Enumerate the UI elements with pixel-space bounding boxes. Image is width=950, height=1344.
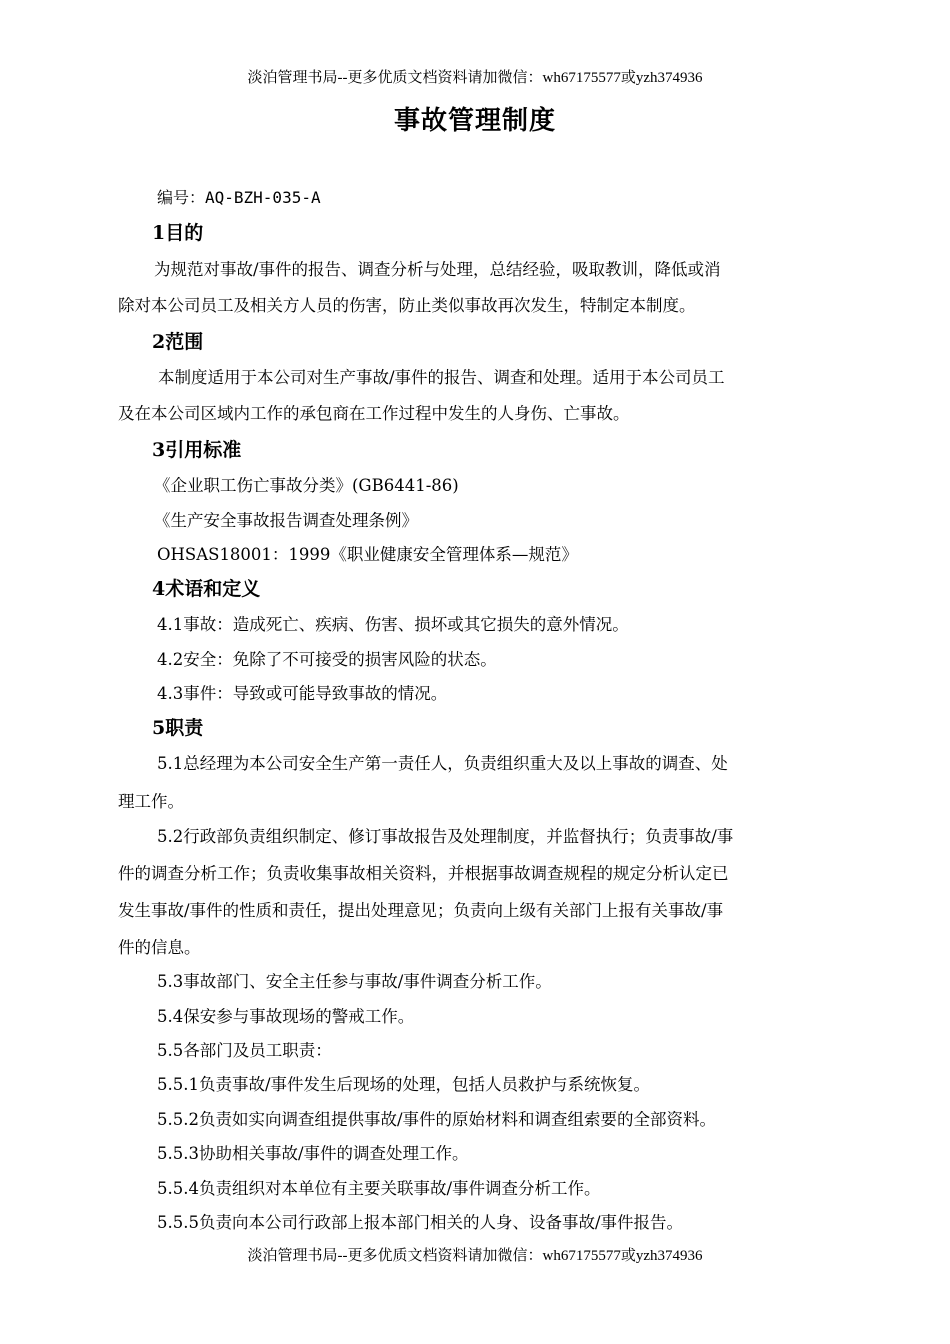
reference-standard-3: OHSAS18001：1999《职业健康安全管理体系—规范》	[157, 545, 578, 564]
duty-5-5-5: 5.5.5负责向本公司行政部上报本部门相关的人身、设备事故/事件报告。	[157, 1213, 684, 1232]
section-1-paragraph-line-2: 除对本公司员工及相关方人员的伤害，防止类似事故再次发生，特制定本制度。	[118, 296, 696, 315]
duty-5-4: 5.4保安参与事故现场的警戒工作。	[157, 1007, 415, 1026]
section-2-heading: 2范围	[152, 331, 204, 353]
section-5-heading: 5职责	[152, 717, 204, 739]
duty-5-5-2: 5.5.2负责如实向调查组提供事故/事件的原始材料和调查组索要的全部资料。	[157, 1110, 717, 1129]
duty-5-5-1: 5.5.1负责事故/事件发生后现场的处理，包括人员救护与系统恢复。	[157, 1075, 651, 1094]
section-1-paragraph-line-1: 为规范对事故/事件的报告、调查分析与处理，总结经验，吸取教训，降低或消	[154, 260, 721, 279]
document-title: 事故管理制度	[393, 106, 556, 136]
duty-5-1-line-2: 理工作。	[118, 792, 184, 811]
definition-incident: 4.3事件：导致或可能导致事故的情况。	[157, 684, 448, 703]
duty-5-5: 5.5各部门及员工职责：	[157, 1041, 332, 1060]
section-3-heading: 3引用标准	[152, 439, 242, 461]
duty-5-2-line-2: 件的调查分析工作；负责收集事故相关资料，并根据事故调查规程的规定分析认定已	[118, 864, 729, 883]
section-1-heading: 1目的	[152, 222, 204, 244]
section-2-paragraph-line-2: 及在本公司区域内工作的承包商在工作过程中发生的人身伤、亡事故。	[118, 404, 630, 423]
section-4-heading: 4术语和定义	[152, 578, 261, 600]
reference-standard-2: 《生产安全事故报告调查处理条例》	[154, 511, 418, 530]
duty-5-1-line-1: 5.1总经理为本公司安全生产第一责任人，负责组织重大及以上事故的调查、处	[157, 754, 728, 773]
duty-5-5-3: 5.5.3协助相关事故/事件的调查处理工作。	[157, 1144, 469, 1163]
duty-5-2-line-3: 发生事故/事件的性质和责任，提出处理意见；负责向上级有关部门上报有关事故/事	[118, 901, 724, 920]
section-2-paragraph-line-1: 本制度适用于本公司对生产事故/事件的报告、调查和处理。适用于本公司员工	[158, 368, 725, 387]
duty-5-2-line-1: 5.2行政部负责组织制定、修订事故报告及处理制度，并监督执行；负责事故/事	[157, 827, 734, 846]
document-number: 编号：AQ-BZH-035-A	[157, 188, 321, 207]
page-header: 淡泊管理书局--更多优质文档资料请加微信：wh67175577或yzh374936	[247, 70, 703, 86]
duty-5-2-line-4: 件的信息。	[118, 938, 201, 957]
definition-safety: 4.2安全：免除了不可接受的损害风险的状态。	[157, 650, 497, 669]
duty-5-5-4: 5.5.4负责组织对本单位有主要关联事故/事件调查分析工作。	[157, 1179, 601, 1198]
duty-5-3: 5.3事故部门、安全主任参与事故/事件调查分析工作。	[157, 972, 552, 991]
definition-accident: 4.1事故：造成死亡、疾病、伤害、损坏或其它损失的意外情况。	[157, 615, 629, 634]
reference-standard-1: 《企业职工伤亡事故分类》(GB6441-86)	[154, 476, 459, 495]
page-footer: 淡泊管理书局--更多优质文档资料请加微信：wh67175577或yzh374936	[247, 1248, 703, 1264]
